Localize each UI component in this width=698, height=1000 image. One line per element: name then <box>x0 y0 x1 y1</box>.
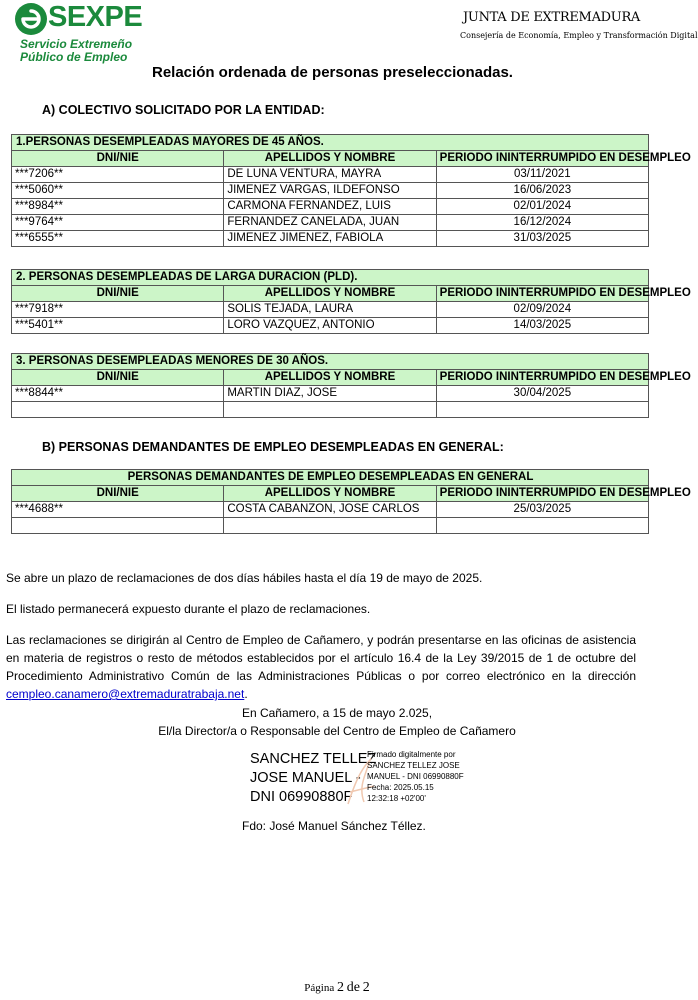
director-title: El/la Director/a o Responsable del Centro de Empleo de Cañamero <box>158 724 516 738</box>
table-row <box>12 386 649 402</box>
cell-name <box>224 402 436 418</box>
cell-period: 30/04/2025 <box>436 386 648 402</box>
cell-dni: ***5060** <box>12 183 224 199</box>
claims-deadline-text: Se abre un plazo de reclamaciones de dos días hábiles hasta el día 19 de mayo de 2025. <box>6 571 483 585</box>
table-long-term <box>11 269 691 334</box>
cell-period: 14/03/2025 <box>436 318 648 334</box>
claims-instructions-end: . <box>244 687 248 701</box>
logo-name: SEXPE <box>48 1 143 33</box>
cell-name: MARTIN DIAZ, JOSE <box>224 386 436 402</box>
page-word: Página <box>304 982 335 994</box>
cell-dni: ***8844** <box>12 386 224 402</box>
logo-subtitle-line1: Servicio Extremeño <box>20 37 133 51</box>
cell-name: DE LUNA VENTURA, MAYRA <box>224 167 436 183</box>
column-header-period: PERIODO ININTERRUMPIDO EN DESEMPLEO <box>436 370 648 386</box>
cell-dni: ***4688** <box>12 502 224 518</box>
column-header-name: APELLIDOS Y NOMBRE <box>224 370 436 386</box>
cell-name: JIMENEZ JIMENEZ, FABIOLA <box>224 231 436 247</box>
column-header-period: PERIODO ININTERRUMPIDO EN DESEMPLEO <box>436 486 648 502</box>
cell-dni: ***5401** <box>12 318 224 334</box>
cell-period: 02/01/2024 <box>436 199 648 215</box>
page-of-word: de <box>346 980 360 995</box>
cell-period: 16/06/2023 <box>436 183 648 199</box>
table-general <box>11 469 691 534</box>
table-row <box>12 502 649 518</box>
cell-name: LORO VAZQUEZ, ANTONIO <box>224 318 436 334</box>
column-header-name: APELLIDOS Y NOMBRE <box>224 286 436 302</box>
cell-period: 25/03/2025 <box>436 502 648 518</box>
page-current: 2 <box>336 980 344 995</box>
cell-dni <box>12 518 224 534</box>
table-row <box>12 199 649 215</box>
table-over-45 <box>11 134 691 247</box>
sexpe-logo-icon <box>14 2 48 36</box>
table-row <box>12 167 649 183</box>
cell-period <box>436 518 648 534</box>
sexpe-logo <box>14 2 164 64</box>
table-row <box>12 302 649 318</box>
document-title: Relación ordenada de personas preseleccionadas. <box>152 64 513 81</box>
column-header-name: APELLIDOS Y NOMBRE <box>224 486 436 502</box>
table-title: 3. PERSONAS DESEMPLEADAS MENORES DE 30 AÑOS. <box>12 354 649 370</box>
cell-dni: ***7206** <box>12 167 224 183</box>
table-row <box>12 518 649 534</box>
table-row <box>12 402 649 418</box>
column-header-period: PERIODO ININTERRUMPIDO EN DESEMPLEO <box>436 286 648 302</box>
cell-period: 02/09/2024 <box>436 302 648 318</box>
cell-dni: ***7918** <box>12 302 224 318</box>
cell-period: 31/03/2025 <box>436 231 648 247</box>
table-row <box>12 215 649 231</box>
signature-name-block: SANCHEZ TELLEZ JOSE MANUEL - DNI 06990880F <box>250 751 377 805</box>
cell-name: JIMENEZ VARGAS, ILDEFONSO <box>224 183 436 199</box>
column-header-period: PERIODO ININTERRUMPIDO EN DESEMPLEO <box>436 151 648 167</box>
table-row <box>12 318 649 334</box>
cell-dni: ***9764** <box>12 215 224 231</box>
section-b-heading: B) PERSONAS DEMANDANTES DE EMPLEO DESEMPLEADAS EN GENERAL: <box>42 440 504 454</box>
table-title: 1.PERSONAS DESEMPLEADAS MAYORES DE 45 AÑOS. <box>12 135 649 151</box>
cell-name: COSTA CABANZON, JOSE CARLOS <box>224 502 436 518</box>
claims-instructions-body: Las reclamaciones se dirigirán al Centro de Empleo de Cañamero, y podrán presentarse en las oficinas de asistencia en materia de registros o resto de métodos establecidos por el artículo 16.4 de la Ley 39/2015 de 1 de octubre del Procedimiento Administrativo Común de las Administraciones Públicas o por correo electrónico en la dirección <box>6 633 636 683</box>
page-number <box>0 980 674 996</box>
column-header-dni: DNI/NIE <box>12 151 224 167</box>
table-row <box>12 183 649 199</box>
cell-name: FERNANDEZ CANELADA, JUAN <box>224 215 436 231</box>
table-title: PERSONAS DEMANDANTES DE EMPLEO DESEMPLEADAS EN GENERAL <box>12 470 649 486</box>
column-header-dni: DNI/NIE <box>12 286 224 302</box>
department-name: Consejería de Economía, Empleo y Transformación Digital <box>460 31 698 40</box>
cell-period <box>436 402 648 418</box>
email-link[interactable]: cempleo.canamero@extremaduratrabaja.net <box>6 687 245 701</box>
table-under-30 <box>11 353 691 418</box>
section-a-heading: A) COLECTIVO SOLICITADO POR LA ENTIDAD: <box>42 103 325 117</box>
logo-subtitle-line2: Público de Empleo <box>20 50 128 64</box>
page-total: 2 <box>362 980 370 995</box>
cell-dni: ***8984** <box>12 199 224 215</box>
cell-name: SOLIS TEJADA, LAURA <box>224 302 436 318</box>
exposure-period-text: El listado permanecerá expuesto durante el plazo de reclamaciones. <box>6 602 371 616</box>
column-header-dni: DNI/NIE <box>12 370 224 386</box>
claims-instructions-text <box>6 631 636 703</box>
cell-dni: ***6555** <box>12 231 224 247</box>
signed-by: Fdo: José Manuel Sánchez Téllez. <box>242 819 426 833</box>
column-header-dni: DNI/NIE <box>12 486 224 502</box>
digital-signature-details: Firmado digitalmente por SANCHEZ TELLEZ JOSE MANUEL - DNI 06990880F Fecha: 2025.05.15 12:32:18 +02'00' <box>367 750 464 803</box>
column-header-name: APELLIDOS Y NOMBRE <box>224 151 436 167</box>
cell-period: 03/11/2021 <box>436 167 648 183</box>
cell-name <box>224 518 436 534</box>
cell-name: CARMONA FERNANDEZ, LUIS <box>224 199 436 215</box>
cell-dni <box>12 402 224 418</box>
place-and-date: En Cañamero, a 15 de mayo 2.025, <box>241 706 433 720</box>
cell-period: 16/12/2024 <box>436 215 648 231</box>
table-row <box>12 231 649 247</box>
org-name: JUNTA DE EXTREMADURA <box>463 10 641 25</box>
table-title: 2. PERSONAS DESEMPLEADAS DE LARGA DURACION (PLD). <box>12 270 649 286</box>
